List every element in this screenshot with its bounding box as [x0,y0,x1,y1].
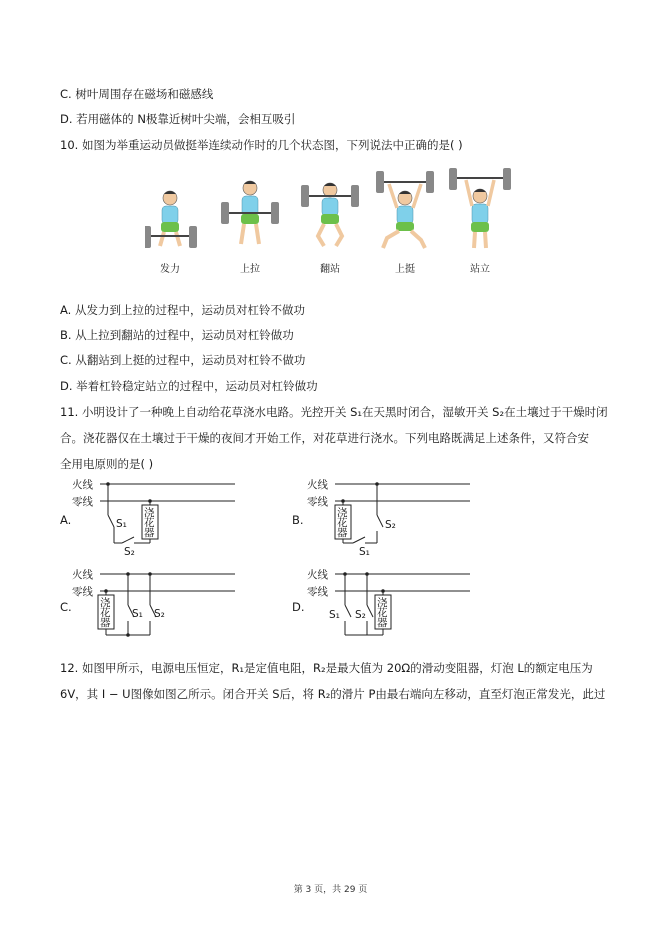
circuit-c-live-label: 火线 [72,569,93,581]
circuit-a-device-2: 花 [144,517,155,529]
q10-option-b: B. 从上拉到翻站的过程中，运动员对杠铃做功 [60,328,294,342]
circuit-d-device-2: 花 [377,607,388,619]
q10-option-d: D. 举着杠铃稳定站立的过程中，运动员对杠铃做功 [60,379,318,393]
q9-option-d: D. 若用磁体的 N极靠近树叶尖端，会相互吸引 [60,112,296,126]
circuit-b [305,475,505,555]
circuit-a [70,475,270,555]
circuit-a-s2: S₂ [124,546,135,555]
circuit-c-s2: S₂ [154,608,165,620]
caption-shangla: 上拉 [240,264,260,275]
circuit-d-neutral-label: 零线 [307,586,328,598]
q11-stem-line3: 全用电原则的是( ) [60,457,154,471]
caption-zhanli: 站立 [470,264,490,275]
circuit-a-device-1: 浇 [144,507,155,519]
circuit-d-live-label: 火线 [307,569,328,581]
circuit-c [70,565,270,645]
lifter-fali [145,191,197,248]
circuit-d-s2: S₂ [355,609,366,621]
circuit-d-device-1: 浇 [377,597,388,609]
circuit-b-device-2: 花 [337,517,348,529]
circuit-b-device-3: 器 [337,527,348,539]
page-footer: 第 3 页，共 29 页 [293,885,368,895]
caption-fanzhan: 翻站 [320,264,340,275]
q12-stem-line2: 6V，其 I − U图像如图乙所示。闭合开关 S后，将 R₂的滑片 P由最右端向左移动，直至灯泡正常发光，此过 [60,687,606,701]
circuit-d-device-3: 器 [377,617,388,629]
q10-stem: 10. 如图为举重运动员做挺举连续动作时的几个状态图，下列说法中正确的是( ) [60,138,463,152]
q11-option-d-label: D. [292,600,305,614]
q11-stem-line2: 合。浇花器仅在土壤过于干燥的夜间才开始工作，对花草进行浇水。下列电路既满足上述条件，又符合安 [60,431,589,445]
circuit-d [305,565,505,645]
circuit-a-neutral-label: 零线 [72,496,93,508]
circuit-d-s1: S₁ [329,609,340,621]
circuit-b-neutral-label: 零线 [307,496,328,508]
caption-fali: 发力 [160,264,180,275]
circuit-a-device-3: 器 [144,527,155,539]
circuit-a-s1: S₁ [116,518,127,530]
circuit-c-device-3: 器 [100,617,111,629]
lifter-shangla [221,181,279,244]
circuit-b-device-1: 浇 [337,507,348,519]
circuit-a-live-label: 火线 [72,479,93,491]
q10-option-a: A. 从发力到上拉的过程中，运动员对杠铃不做功 [60,303,305,317]
caption-shangting: 上挺 [395,264,415,275]
circuit-b-live-label: 火线 [307,479,328,491]
circuit-c-neutral-label: 零线 [72,586,93,598]
q11-stem-line1: 11. 小明设计了一种晚上自动给花草浇水电路。光控开关 S₁在天黑时闭合，湿敏开关 S₂在土壤过于干燥时闭 [60,405,608,419]
circuit-b-s1: S₁ [359,546,370,555]
circuit-c-device-1: 浇 [100,597,111,609]
lifter-zhanli [449,168,511,248]
circuit-b-s2: S₂ [385,519,396,531]
circuit-c-s1: S₁ [132,608,143,620]
q11-option-b-label: B. [292,513,304,527]
lifter-shangting [376,171,434,248]
q9-option-c: C. 树叶周围存在磁场和磁感线 [60,87,214,101]
q12-stem-line1: 12. 如图甲所示，电源电压恒定，R₁是定值电阻，R₂是最大值为 20Ω的滑动变阻器，灯泡 L的额定电压为 [60,661,593,675]
q10-option-c: C. 从翻站到上挺的过程中，运动员对杠铃不做功 [60,353,306,367]
circuit-c-device-2: 花 [100,607,111,619]
q11-option-c-label: C. [60,600,72,614]
q11-option-a-label: A. [60,513,72,527]
lifter-fanzhan [301,183,359,246]
